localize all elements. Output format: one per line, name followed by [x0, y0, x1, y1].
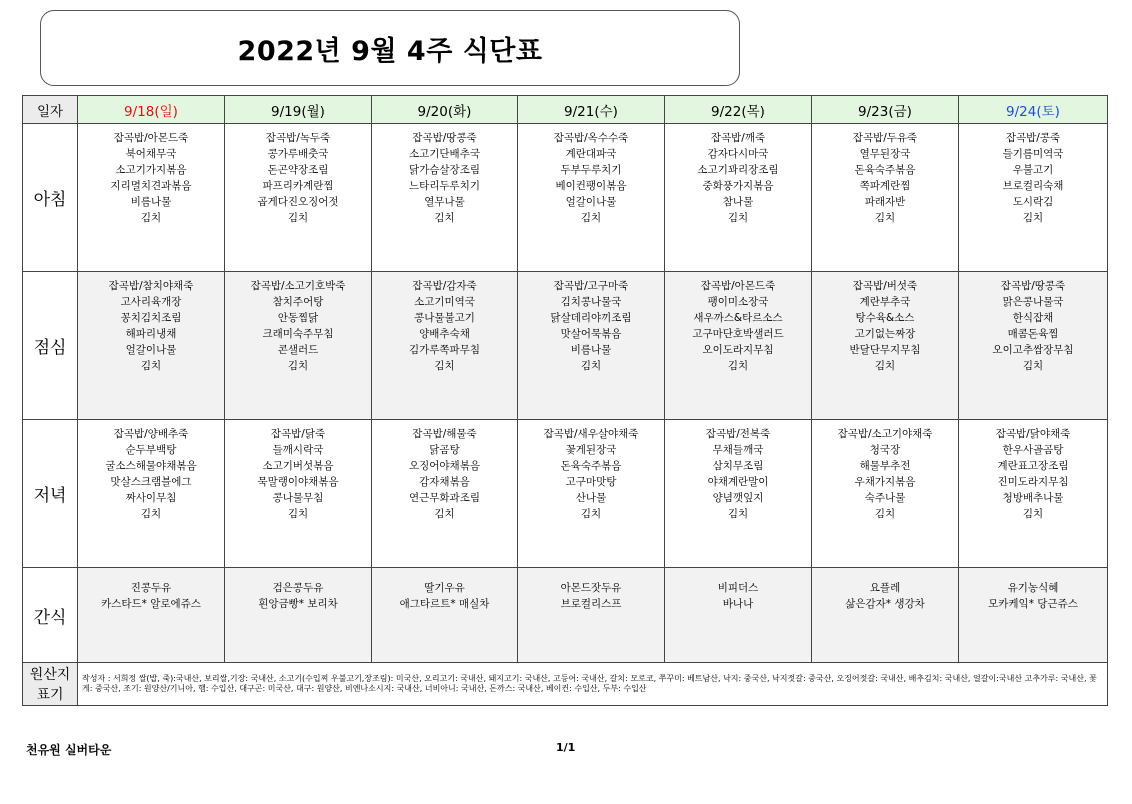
- menu-item: 김치: [140, 212, 162, 224]
- menu-item: 김치콩나물국: [560, 296, 622, 308]
- menu-item: 맛살스크램블에그: [110, 476, 192, 488]
- menu-item: 해물부추전: [859, 460, 911, 472]
- menu-item: 애그타르트* 매실차: [399, 598, 490, 610]
- snack-cell-day6: [959, 568, 1108, 663]
- menu-item: 돈곤약장조림: [267, 164, 329, 176]
- menu-item: 김치: [1022, 212, 1044, 224]
- origin-row: [23, 663, 1108, 706]
- snack-cell-day0: [78, 568, 225, 663]
- menu-item: 김치: [1022, 508, 1044, 520]
- dinner-row: [23, 420, 1108, 568]
- menu-item: 파래자반: [864, 196, 906, 208]
- menu-item: 한우사골곰탕: [1002, 444, 1064, 456]
- menu-item: 청방배추나물: [1002, 492, 1064, 504]
- menu-item: 감자다시마국: [707, 148, 769, 160]
- menu-item: 순두부백탕: [125, 444, 177, 456]
- breakfast-cell-day2: [372, 124, 518, 272]
- menu-item: 닭살데리야끼조림: [550, 312, 632, 324]
- lunch-cell-day0: [78, 272, 225, 420]
- menu-item: 잡곡밥/땅콩죽: [412, 132, 477, 144]
- menu-item: 팽이미소장국: [707, 296, 769, 308]
- snack-cell-day3: [518, 568, 665, 663]
- lunch-cell-day3: [518, 272, 665, 420]
- menu-item: 새우까스&타르소스: [693, 312, 783, 324]
- menu-item: 해파리냉채: [125, 328, 177, 340]
- menu-item: 반달단무지무침: [849, 344, 921, 356]
- menu-item: 북어채무국: [125, 148, 177, 160]
- menu-item: 한식잡채: [1012, 312, 1054, 324]
- dinner-cell-day0: [78, 420, 225, 568]
- menu-item: 잡곡밥/소고기호박죽: [250, 280, 346, 292]
- menu-item: 삶은감자* 생강차: [845, 598, 925, 610]
- menu-item: 김치: [874, 508, 896, 520]
- date-header-wed: 9/21(수): [518, 96, 665, 124]
- menu-item: 브로컬리숙채: [1002, 180, 1064, 192]
- menu-item: 참나물: [722, 196, 754, 208]
- menu-item: 김치: [874, 212, 896, 224]
- snack-cell-day5: [812, 568, 959, 663]
- snack-row: [23, 568, 1108, 663]
- breakfast-cell-day1: [225, 124, 372, 272]
- date-header-row: [23, 96, 1108, 124]
- menu-item: 쪽파계란찜: [859, 180, 911, 192]
- menu-item: 야채계란말이: [707, 476, 769, 488]
- footer-org: 천유원 실버타운: [26, 743, 112, 757]
- date-header-mon: 9/19(월): [225, 96, 372, 124]
- menu-item: 맑은콩나물국: [1002, 296, 1064, 308]
- menu-item: 잡곡밥/녹두죽: [265, 132, 331, 144]
- menu-item: 콩나물무침: [272, 492, 324, 504]
- menu-item: 딸기우유: [424, 582, 465, 594]
- menu-item: 계란대파국: [565, 148, 617, 160]
- menu-item: 청국장: [869, 444, 901, 456]
- menu-item: 비름나물: [130, 196, 172, 208]
- menu-item: 김치: [1022, 360, 1044, 372]
- menu-item: 짜사이무침: [125, 492, 177, 504]
- menu-item: 열무된장국: [859, 148, 911, 160]
- menu-item: 연근무화과조림: [408, 492, 480, 504]
- menu-item: 잡곡밥/아몬드죽: [700, 280, 776, 292]
- menu-item: 파프리카계란찜: [262, 180, 334, 192]
- lunch-row: [23, 272, 1108, 420]
- menu-item: 잡곡밥/해물죽: [412, 428, 477, 440]
- menu-item: 카스타드* 알로에쥬스: [101, 598, 201, 610]
- menu-item: 소고기단배추국: [408, 148, 480, 160]
- menu-item: 아몬드잣두유: [560, 582, 622, 594]
- menu-item: 오이고추쌈장무침: [992, 344, 1074, 356]
- menu-item: 김치: [727, 508, 749, 520]
- menu-item: 잡곡밥/감자죽: [412, 280, 477, 292]
- page-title: 2022년 9월 4주 식단표: [237, 35, 543, 67]
- menu-item: 비피더스: [717, 582, 759, 594]
- menu-item: 김치: [287, 212, 309, 224]
- menu-item: 삼치무조림: [712, 460, 764, 472]
- menu-item: 지리멸치견과볶음: [110, 180, 192, 192]
- menu-item: 참치주어탕: [272, 296, 324, 308]
- snack-label: 간식: [23, 568, 78, 663]
- menu-item: 모카케잌* 당근쥬스: [988, 598, 1078, 610]
- menu-item: 잡곡밥/콩죽: [1005, 132, 1061, 144]
- menu-item: 김치: [580, 212, 602, 224]
- menu-item: 소고기버섯볶음: [262, 460, 334, 472]
- dinner-cell-day2: [372, 420, 518, 568]
- menu-item: 진미도라지무침: [997, 476, 1069, 488]
- date-header-sat: 9/24(토): [959, 96, 1108, 124]
- menu-item: 잡곡밥/닭야채죽: [995, 428, 1071, 440]
- menu-item: 김치: [287, 508, 309, 520]
- menu-item: 꽃게된장국: [565, 444, 617, 456]
- menu-item: 김가루쪽파무침: [408, 344, 480, 356]
- breakfast-cell-day5: [812, 124, 959, 272]
- dinner-cell-day1: [225, 420, 372, 568]
- menu-item: 잡곡밥/옥수수죽: [553, 132, 629, 144]
- menu-item: 돈육숙주볶음: [854, 164, 916, 176]
- menu-item: 유기농식혜: [1007, 582, 1059, 594]
- menu-item: 잡곡밥/아몬드죽: [113, 132, 189, 144]
- menu-item: 김치: [874, 360, 896, 372]
- breakfast-cell-day0: [78, 124, 225, 272]
- menu-item: 김치: [580, 508, 602, 520]
- date-header-tue: 9/20(화): [372, 96, 518, 124]
- menu-item: 산나물: [575, 492, 607, 504]
- menu-item: 소고기꽈리장조림: [697, 164, 779, 176]
- date-header-sun: 9/18(일): [78, 96, 225, 124]
- lunch-cell-day6: [959, 272, 1108, 420]
- lunch-cell-day5: [812, 272, 959, 420]
- menu-item: 양념깻잎지: [712, 492, 764, 504]
- menu-item: 진콩두유: [130, 582, 172, 594]
- dinner-cell-day6: [959, 420, 1108, 568]
- menu-item: 닭곰탕: [429, 444, 460, 456]
- menu-item: 들기름미역국: [1002, 148, 1064, 160]
- footer-page: 1/1: [556, 741, 576, 754]
- menu-item: 무채들깨국: [712, 444, 764, 456]
- menu-table: [22, 95, 1108, 706]
- menu-item: 잡곡밥/새우살야채죽: [543, 428, 639, 440]
- dinner-cell-day3: [518, 420, 665, 568]
- menu-item: 잡곡밥/닭죽: [270, 428, 326, 440]
- menu-item: 도시락김: [1012, 196, 1054, 208]
- menu-item: 소고기가지볶음: [115, 164, 187, 176]
- menu-item: 매콤돈육찜: [1007, 328, 1059, 340]
- menu-item: 콩가루배춧국: [267, 148, 329, 160]
- menu-item: 잡곡밥/두유죽: [852, 132, 918, 144]
- date-header-fri: 9/23(금): [812, 96, 959, 124]
- menu-item: 오징어야채볶음: [408, 460, 480, 472]
- date-label: 일자: [23, 96, 78, 124]
- breakfast-cell-day3: [518, 124, 665, 272]
- menu-item: 고사리육개장: [120, 296, 182, 308]
- lunch-cell-day2: [372, 272, 518, 420]
- menu-item: 콘샐러드: [277, 344, 319, 356]
- lunch-cell-day1: [225, 272, 372, 420]
- lunch-label: 점심: [23, 272, 78, 420]
- menu-item: 고구마단호박샐러드: [692, 328, 784, 340]
- menu-item: 계란부추국: [859, 296, 911, 308]
- menu-item: 김치: [434, 508, 455, 520]
- menu-item: 잡곡밥/땅콩죽: [1000, 280, 1066, 292]
- menu-item: 김치: [727, 212, 749, 224]
- menu-item: 검은콩두유: [272, 582, 324, 594]
- menu-item: 탕수육&소스: [855, 312, 915, 324]
- menu-item: 감자채볶음: [419, 476, 470, 488]
- menu-item: 묵말랭이야채볶음: [257, 476, 339, 488]
- breakfast-row: [23, 124, 1108, 272]
- menu-item: 계란표고장조림: [997, 460, 1069, 472]
- menu-item: 돈육숙주볶음: [560, 460, 622, 472]
- menu-item: 베이컨팽이볶음: [555, 180, 627, 192]
- menu-item: 얼갈이나물: [565, 196, 617, 208]
- menu-item: 흰앙금빵* 보리차: [258, 598, 338, 610]
- menu-item: 김치: [434, 360, 455, 372]
- snack-cell-day2: [372, 568, 518, 663]
- menu-item: 브로컬리스프: [560, 598, 622, 610]
- menu-item: 잡곡밥/양배추죽: [113, 428, 189, 440]
- dinner-cell-day5: [812, 420, 959, 568]
- snack-cell-day4: [665, 568, 812, 663]
- menu-item: 김치: [434, 212, 455, 224]
- menu-item: 고기없는짜장: [854, 328, 916, 340]
- menu-item: 잡곡밥/참치야채죽: [108, 280, 194, 292]
- menu-item: 비름나물: [570, 344, 612, 356]
- menu-item: 김치: [727, 360, 749, 372]
- menu-item: 요플레: [869, 582, 901, 594]
- menu-item: 잡곡밥/깨죽: [710, 132, 766, 144]
- menu-item: 열무나물: [424, 196, 465, 208]
- menu-item: 꽁치김치조림: [120, 312, 182, 324]
- breakfast-label: 아침: [23, 124, 78, 272]
- menu-item: 얼갈이나물: [125, 344, 177, 356]
- origin-text: 작성자 : 서희정 쌀(밥, 죽):국내산, 보리쌀,기장: 국내산, 소고기(수입찌 우불고기,장조림): 미국산, 오리고기: 국내산, 돼지고기: 국내산, 고등어: 국내산, 갈치: 모로코, 쭈꾸미: 베트남산, 낙지: 중국산, 낙지젓갈: 중국산, 오징어젓갈: 국내산, 배추김치: 국내산, 얼갈이:국내산 고추가루: 국내산, 꽃게: 중국산, 조기: 원양산/기니아, 햄: 수입산, 대구곤: 미국산, 대구: 원양산, 비엔나소시지: 국내산, 너비아니: 국내산, 돈까스: 국내산, 베이컨: 수입산, 두부: 수입산: [78, 663, 1108, 706]
- title-box: [40, 10, 740, 86]
- menu-item: 느타리두루치기: [408, 180, 480, 192]
- menu-item: 잡곡밥/전복죽: [705, 428, 771, 440]
- snack-cell-day1: [225, 568, 372, 663]
- menu-item: 두부두루치기: [560, 164, 622, 176]
- menu-item: 잡곡밥/버섯죽: [852, 280, 918, 292]
- menu-item: 중화풍가지볶음: [702, 180, 774, 192]
- menu-item: 우불고기: [1012, 164, 1054, 176]
- menu-item: 크래미숙주무침: [262, 328, 334, 340]
- menu-item: 오이도라지무침: [702, 344, 774, 356]
- menu-item: 들깨시락국: [272, 444, 324, 456]
- menu-item: 고구마맛탕: [565, 476, 617, 488]
- dinner-label: 저녁: [23, 420, 78, 568]
- menu-item: 김치: [140, 508, 162, 520]
- menu-item: 잡곡밥/소고기야채죽: [837, 428, 933, 440]
- menu-item: 닭가슴살장조림: [408, 164, 480, 176]
- menu-item: 김치: [287, 360, 309, 372]
- breakfast-cell-day6: [959, 124, 1108, 272]
- menu-item: 우채가지볶음: [854, 476, 916, 488]
- breakfast-cell-day4: [665, 124, 812, 272]
- menu-item: 양배추숙채: [419, 328, 470, 340]
- lunch-cell-day4: [665, 272, 812, 420]
- menu-item: 숙주나물: [864, 492, 906, 504]
- menu-item: 바나나: [722, 598, 754, 610]
- menu-item: 김치: [140, 360, 162, 372]
- dinner-cell-day4: [665, 420, 812, 568]
- date-header-thu: 9/22(목): [665, 96, 812, 124]
- menu-item: 소고기미역국: [414, 296, 475, 308]
- menu-item: 맛살어묵볶음: [560, 328, 622, 340]
- menu-item: 안동찜닭: [277, 312, 319, 324]
- menu-item: 콩나물불고기: [414, 312, 475, 324]
- menu-item: 김치: [580, 360, 602, 372]
- menu-item: 잡곡밥/고구마죽: [553, 280, 629, 292]
- origin-label: 원산지 표기: [23, 663, 78, 706]
- menu-item: 굴소스해물야채볶음: [105, 460, 197, 472]
- menu-item: 곱게다진오징어젓: [257, 196, 339, 208]
